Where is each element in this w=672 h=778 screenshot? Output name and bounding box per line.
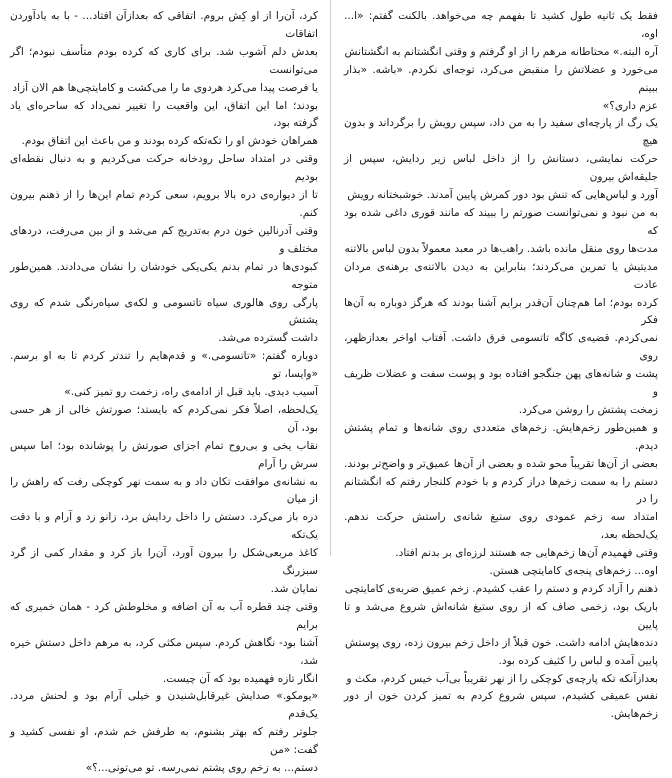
page-gutter bbox=[330, 0, 331, 556]
right-paragraph-2: یک رگ از پارچه‌ای سفید را به من داد، سپس رویش را برگرداند و بدون هیچ حرکت نمایشی، دستانش را از داخل لباس زیر ردایش، سپس از جلیقه‌اش بیرون آورد و لباس‌هایی که تنش بود دور کمرش پایین آمدند. خوشبختانه رویش به من نبود و نمی‌توانست صورتم را ببیند که مانند قوری داغی شده بود که مدت‌ها روی منقل مانده باشد. راهب‌ها در معبد معمولاً بدون لباس بالاتنه مدیتیش یا تمرین می‌کردند؛ بنابراین به دیدن بالاتنه‌ی برهنه‌ی مردان عادت کرده بودم؛ اما هم‌چنان آن‌قدر برایم آشنا بودند که هرگز دوباره به آن‌ها فکر نمی‌کردم. قضیه‌ی کاگه تاتسومی فرق داشت. آفتاب اواخر بعدازظهر، روی پشت و شانه‌های پهن جنگجو افتاده بود و پوست سفت و عضلات ظریف و زمخت پشتش را روشن می‌کرد. bbox=[344, 117, 658, 416]
right-paragraph-1: فقط یک ثانیه طول کشید تا بفهمم چه می‌خواهد. بالکنت گفتم: «ا... اوه، آره البته.» محتاطانه مرهم را از او گرفتم و وقتی انگشتانم به انگشتانش می‌خورد و عضلاتش را منقبض می‌کرد، توجه‌ای نکردم. «باشه. «بذار ببینم عزم داری؟» bbox=[344, 10, 658, 112]
left-paragraph-3: وقتی آدرنالین خون درم به‌تدریج کم می‌شد و از بین می‌رفت، دردهای مختلف و کبودی‌ها در تمام بدنم یکی‌یکی خودشان را نشان می‌دادند. همین‌طور متوجه پارگی روی هالوری سیاه تاتسومی و لکه‌ی سیاه‌رنگی شدم که روی پشتش داشت گسترده می‌شد. bbox=[10, 224, 318, 345]
left-paragraph-6: وقتی چند قطره آب به آن اضافه و مخلوطش کرد - همان خمیری که برایم آشنا بود- نگاهش کردم. سپس مکثی کرد، به مرهم داخل دستش خیره شد، انگار تازه فهمیده بود که آن چیست. bbox=[10, 600, 318, 685]
left-paragraph-2: وقتی در امتداد ساحل رودخانه حرکت می‌کردیم و به دنبال نقطه‌ای بودیم تا از دیواره‌ی دره بالا برویم، سعی کردم تمام این‌ها را از ذهنم بیرون کنم. bbox=[10, 153, 318, 219]
right-paragraph-6: بعدازآنکه تکه پارچه‌ی کوچکی را از نهر تقریباً بی‌آب خیس کردم، مکث و نفس عمیقی کشیدم، سپس شروع کردم به تمیز کردن خون از دور زخم‌هایش. bbox=[344, 672, 658, 721]
right-paragraph-5: ذهنم را آزاد کردم و دستم را عقب کشیدم. زخم عمیق ضربه‌ی کامایتچی باریک بود، زخمی صاف که از روی ستیغ شانه‌اش شروع می‌شد و تا پایین دنده‌هایش ادامه داشت. خون قبلاً از داخل زخم بیرون زده، روی پوستش پایین آمده و لباس را کثیف کرده بود. bbox=[344, 583, 658, 667]
left-paragraph-5: یک‌لحظه، اصلاً فکر نمی‌کردم که بایستد؛ صورتش خالی از هر حسی بود، آن نقاب یخی و بی‌روح تمام اجزای صورتش را پوشانده بود؛ اما سپس سرش را آرام به نشانه‌ی موافقت تکان داد و به سمت نهر کوچکی رفت که راهش را از میان دره باز می‌کرد. دستش را داخل ردایش برد، زانو زد و آرام و با دقت یک‌تکه کاغذ مربعی‌شکل را بیرون آورد، آن‌را باز کرد و مقدار کمی از گرد سبزرنگ نمایان شد. bbox=[10, 403, 318, 595]
left-paragraph-1: کرد، آن‌را از او کِش بروم. اتفاقی که بعدازآن افتاد... - با به یادآوردن اتفاقات بعدش دلم آشوب شد. برای کاری که کرده بودم متأسف نبودم؛ اگر می‌توانست یا فرصت پیدا می‌کرد هردوی ما را می‌کشت و کامایتچی‌ها هم الان آزاد بودند؛ اما این اتفاق، این واقعیت را تغییر نمی‌داد که ساحره‌ای یاد گرفته بود، همراهان خودش او را تکه‌تکه کرده بودند و من باعث این اتفاق بودم. bbox=[10, 10, 318, 148]
left-paragraph-4: دوباره گفتم: «تاتسومی.» و قدم‌هایم را تندتر کردم تا به او برسم. «وایسا، تو آسیب دیدی. باید قبل از ادامه‌ی راه، زخمت رو تمیز کنی.» bbox=[10, 350, 318, 399]
left-paragraph-7: «یومکو.» صدایش غیرقابل‌شنیدن و خیلی آرام بود و لحنش مردد. یک‌قدم جلوتر رفتم که بهتر بشنوم، به طرفش خم شدم، او نفسی کشید و گفت: «من دستم... به زخم روی پشتم نمی‌رسه. تو می‌تونی...؟» bbox=[10, 690, 318, 775]
right-paragraph-3: و همین‌طور زخم‌هایش. زخم‌های متعددی روی شانه‌ها و تمام پشتش دیدم. بعضی از آن‌ها تقریباً محو شده و بعضی از آن‌ها عمیق‌تر و واضح‌تر بودند. دستم را به سمت زخم‌ها دراز کردم و با خودم کلنجار رفتم که انگشتانم را در امتداد سه زخم عمودی روی ستیغ شانه‌ی راستش حرکت ندهم. یک‌لحظه بعد، وقتی فهمیدم آن‌ها زخم‌هایی جه هستند لرزه‌ای بر بدنم افتاد. bbox=[344, 421, 658, 560]
right-page bbox=[338, 0, 664, 721]
right-paragraph-4: اوه... زخم‌های پنجه‌ی کامایتچی هستن. bbox=[489, 565, 658, 578]
left-page bbox=[6, 0, 324, 775]
